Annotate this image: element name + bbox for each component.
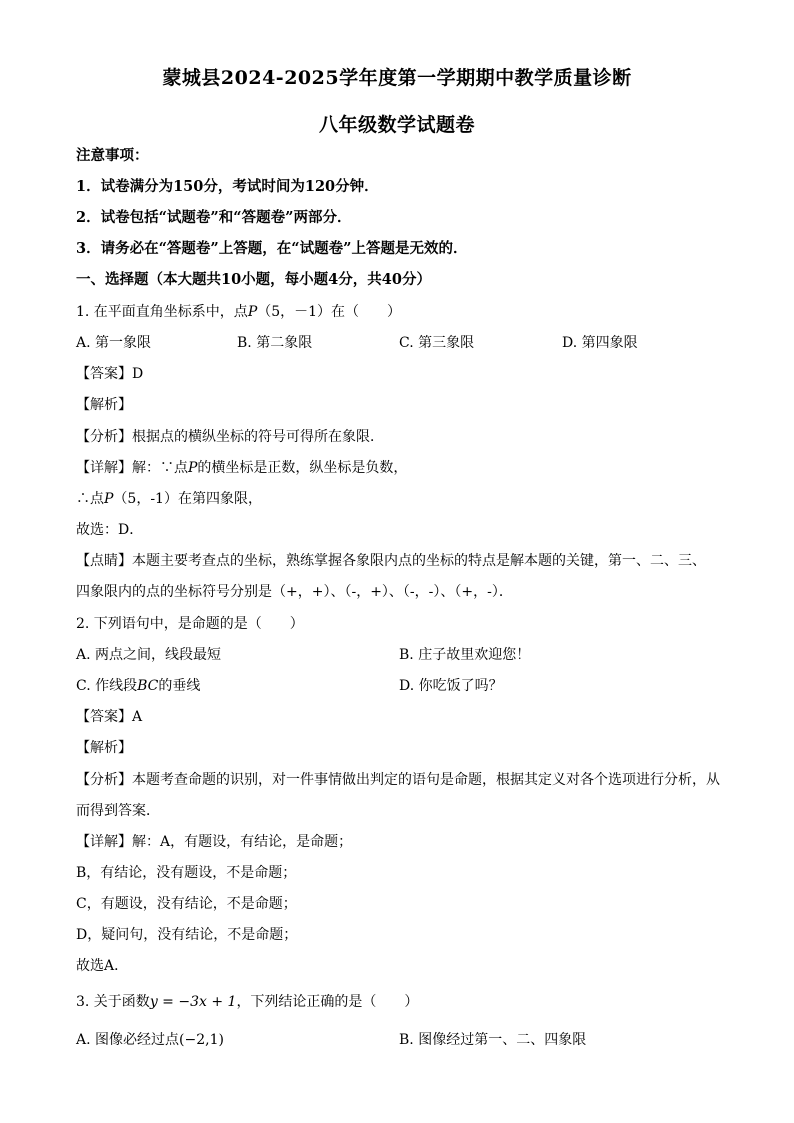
q2-fenxi-line-2: 而得到答案． <box>76 803 160 819</box>
q2-option-b: B. 庄子故里欢迎您！ <box>399 647 531 663</box>
notice-heading: 注意事项： <box>76 147 149 164</box>
q3-option-a <box>76 1030 224 1050</box>
q2-detail-1: 【详解】解：A，有题设，有结论，是命题； <box>76 834 353 850</box>
q3-option-b: B. 图像经过第一、二、四象限 <box>399 1032 587 1048</box>
q2-answer: 【答案】A <box>76 709 143 725</box>
q1-analysis-label: 【解析】 <box>76 397 132 413</box>
q1-stem-text-2: （5，－1）在（ ） <box>257 304 402 320</box>
q3-option-a-text: A. 图像必经过点 <box>76 1032 180 1048</box>
question-3-stem <box>76 992 418 1012</box>
q2-fenxi-line-1: 【分析】本题考查命题的识别，对一件事情做出判定的语句是命题，根据其定义对各个选项进行分析，从 <box>76 772 720 788</box>
q2-detail-2: B，有结论，没有题设，不是命题； <box>76 865 297 881</box>
notice-item-3: 3．请务必在“答题卷”上答题，在“试题卷”上答题是无效的． <box>76 240 468 257</box>
q2-analysis-label: 【解析】 <box>76 740 132 756</box>
q1-stem-text: 1. 在平面直角坐标系中，点 <box>76 304 248 320</box>
exam-title: 蒙城县2024-2025学年度第一学期期中教学质量诊断 <box>162 67 632 89</box>
q1-detail-var: P <box>188 460 198 476</box>
q1-point-var: P <box>247 304 258 320</box>
question-2-stem: 2. 下列语句中，是命题的是（ ） <box>76 616 304 632</box>
q1-comment-line-1: 【点睛】本题主要考查点的坐标，熟练掌握各象限内点的坐标的特点是解本题的关键，第一、二、三、 <box>76 553 706 569</box>
q2-option-c-text-2: 的垂线 <box>158 678 201 694</box>
q1-detail <box>76 458 407 478</box>
q3-option-a-point: (−2,1) <box>179 1032 224 1048</box>
notice-item-1: 1．试卷满分为150分，考试时间为120分钟． <box>76 178 379 195</box>
q1-option-a: A. 第一象限 <box>76 335 152 351</box>
q2-choose: 故选A． <box>76 958 129 974</box>
q2-option-c-var: BC <box>137 678 159 694</box>
q2-option-a: A. 两点之间，线段最短 <box>76 647 222 663</box>
q2-option-c <box>76 676 200 696</box>
q1-option-b: B. 第二象限 <box>237 335 313 351</box>
q1-therefore-text-2: （5，-1）在第四象限， <box>113 491 262 507</box>
notice-item-2: 2．试卷包括“试题卷”和“答题卷”两部分． <box>76 209 352 226</box>
q3-function: y = −3x + 1 <box>149 994 237 1010</box>
q3-stem-text: 3. 关于函数 <box>76 994 150 1010</box>
q1-answer: 【答案】D <box>76 366 144 382</box>
q1-option-d: D. 第四象限 <box>562 335 638 351</box>
q2-detail-3: C，有题设，没有结论，不是命题； <box>76 896 297 912</box>
q3-stem-text-2: ，下列结论正确的是（ ） <box>236 994 419 1010</box>
q1-detail-text: 【详解】解：∵点 <box>76 460 188 476</box>
exam-subtitle: 八年级数学试题卷 <box>318 114 475 136</box>
q2-option-d: D. 你吃饭了吗？ <box>399 678 503 694</box>
q1-option-c: C. 第三象限 <box>399 335 475 351</box>
q1-therefore-text: ∴点 <box>76 491 104 507</box>
q1-fenxi: 【分析】根据点的横纵坐标的符号可得所在象限． <box>76 429 384 445</box>
q1-therefore-var: P <box>104 491 114 507</box>
q1-choose: 故选：D． <box>76 522 144 538</box>
q1-comment-line-2: 四象限内的点的坐标符号分别是（+，+）、（-，+）、（-，-）、（+，-）． <box>76 584 513 600</box>
q2-detail-4: D，疑问句，没有结论，不是命题； <box>76 927 298 943</box>
q2-option-c-text: C. 作线段 <box>76 678 138 694</box>
question-1-stem <box>76 302 401 322</box>
section-heading: 一、选择题（本大题共10小题，每小题4分，共40分） <box>76 271 431 288</box>
q1-therefore <box>76 489 262 509</box>
q1-detail-text-2: 的横坐标是正数，纵坐标是负数， <box>197 460 408 476</box>
